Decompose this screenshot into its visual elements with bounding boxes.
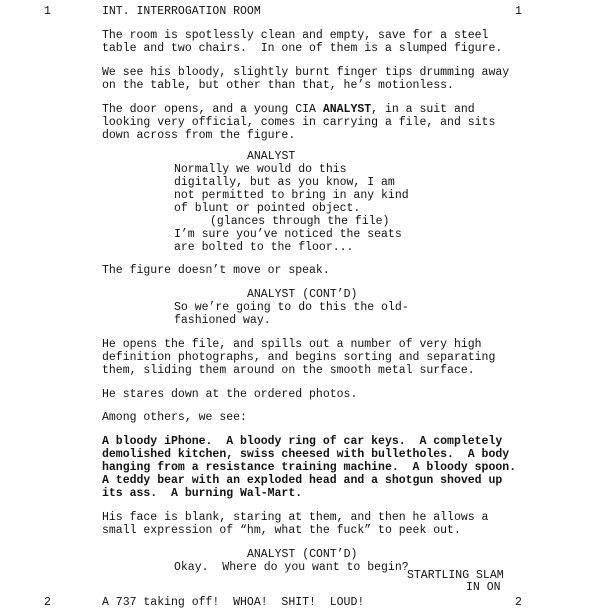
- scene-number-left: 1: [44, 5, 51, 18]
- bold-action-line: its ass. A burning Wal-Mart.: [102, 487, 303, 500]
- scene-number-left: 2: [44, 596, 51, 609]
- dialogue-line: fashioned way.: [174, 314, 271, 327]
- bold-action-line: A teddy bear with an exploded head and a shotgun shoved up: [102, 474, 503, 487]
- transition: IN ON: [466, 581, 501, 594]
- action-line: We see his bloody, slightly burnt finger tips drumming away: [102, 66, 510, 79]
- dialogue-line: not permitted to bring in any kind: [174, 189, 409, 202]
- character-cue: ANALYST (CONT’D): [247, 288, 358, 301]
- dialogue-line: So we’re going to do this the old-: [174, 301, 409, 314]
- scene-number-right: 2: [515, 596, 522, 609]
- bold-action-line: hanging from a resistance training machine. A bloody spoon.: [102, 461, 517, 474]
- character-cue: ANALYST (CONT’D): [247, 548, 358, 561]
- character-cue: ANALYST: [247, 150, 296, 163]
- action-line: looking very official, comes in carrying a file, and sits: [102, 116, 496, 129]
- action-line: them, sliding them around on the smooth metal surface.: [102, 364, 475, 377]
- scene-heading: A 737 taking off! WHOA! SHIT! LOUD!: [102, 596, 365, 609]
- dialogue-line: Okay. Where do you want to begin?: [174, 561, 409, 574]
- dialogue-line: of blunt or pointed object.: [174, 202, 361, 215]
- action-line: table and two chairs. In one of them is a slumped figure.: [102, 42, 503, 55]
- scene-heading: INT. INTERROGATION ROOM: [102, 5, 261, 18]
- character-intro: ANALYST: [322, 103, 372, 116]
- action-line: The room is spotlessly clean and empty, save for a steel: [102, 29, 489, 42]
- action-line: He stares down at the ordered photos.: [102, 388, 358, 401]
- transition: STARTLING SLAM: [407, 569, 504, 582]
- dialogue-line: Normally we would do this: [174, 163, 347, 176]
- dialogue-line: are bolted to the floor...: [174, 241, 354, 254]
- action-line: He opens the file, and spills out a number of very high: [102, 338, 482, 351]
- action-line: definition photographs, and begins sorting and separating: [102, 351, 496, 364]
- action-line: Among others, we see:: [102, 411, 247, 424]
- action-text: , in a suit and: [371, 103, 475, 116]
- action-line: small expression of “hm, what the fuck” to peek out.: [102, 524, 461, 537]
- action-line: on the table, but other than that, he’s motionless.: [102, 79, 454, 92]
- action-line: The figure doesn’t move or speak.: [102, 264, 330, 277]
- bold-action-line: A bloody iPhone. A bloody ring of car keys. A completely: [102, 435, 503, 448]
- scene-number-right: 1: [515, 5, 522, 18]
- action-text: The door opens, and a young CIA: [102, 103, 323, 116]
- dialogue-line: I’m sure you’ve noticed the seats: [174, 228, 402, 241]
- action-line: down across from the figure.: [102, 129, 296, 142]
- bold-action-line: demolished kitchen, swiss cheesed with bulletholes. A body: [102, 448, 510, 461]
- action-line: [102, 103, 475, 116]
- action-line: His face is blank, staring at them, and then he allows a: [102, 511, 489, 524]
- dialogue-line: digitally, but as you know, I am: [174, 176, 395, 189]
- parenthetical: (glances through the file): [210, 215, 390, 228]
